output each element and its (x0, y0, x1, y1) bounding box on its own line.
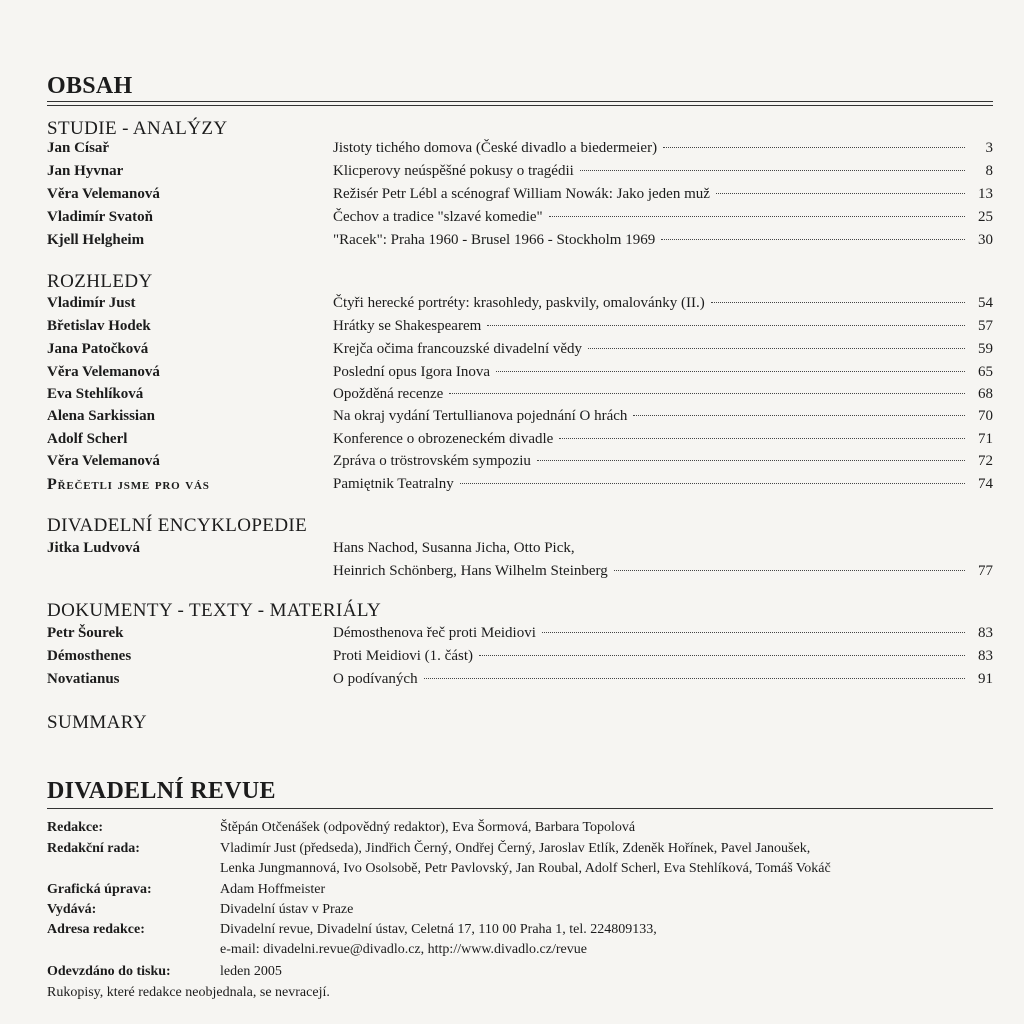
toc-entry (47, 341, 993, 363)
leader-dots (559, 438, 965, 439)
entry-author: Jan Hyvnar (47, 163, 124, 179)
entry-title: Na okraj vydání Tertullianova pojednání O hrách (333, 408, 628, 424)
entry-title: Režisér Petr Lébl a scénograf William Nowák: Jako jeden muž (333, 186, 710, 202)
leader-dots (424, 678, 965, 679)
toc-entry (47, 540, 993, 562)
entry-title: Jistoty tichého domova (České divadlo a biedermeier) (333, 140, 658, 156)
entry-page: 3 (985, 140, 993, 156)
entry-title: Démosthenova řeč proti Meidiovi (333, 625, 536, 641)
entry-author: Přečetli jsme pro vás (47, 476, 210, 493)
section-heading-dokumenty: DOKUMENTY - TEXTY - MATERIÁLY (47, 600, 382, 621)
entry-author: Kjell Helgheim (47, 232, 145, 248)
entry-page: 8 (985, 163, 993, 179)
entry-page: 25 (978, 209, 993, 225)
masthead-label: Grafická úprava: (47, 882, 152, 897)
leader-dots (487, 325, 965, 326)
toc-entry (47, 318, 993, 340)
entry-page: 54 (978, 295, 993, 311)
toc-entry (47, 140, 993, 162)
masthead-value: e-mail: divadelni.revue@divadlo.cz, http://www.divadlo.cz/revue (220, 942, 587, 957)
masthead-value: Štěpán Otčenášek (odpovědný redaktor), Eva Šormová, Barbara Topolová (220, 820, 636, 835)
section-heading-encyklopedie: DIVADELNÍ ENCYKLOPEDIE (47, 515, 308, 536)
masthead-value: leden 2005 (220, 964, 282, 979)
masthead-label: Odevzdáno do tisku: (47, 964, 171, 979)
leader-dots (449, 393, 965, 394)
leader-dots (661, 239, 965, 240)
entry-title-line1: Hans Nachod, Susanna Jicha, Otto Pick, (333, 540, 575, 556)
leader-dots (460, 483, 965, 484)
entry-page: 71 (978, 431, 993, 447)
entry-title: Konference o obrozeneckém divadle (333, 431, 554, 447)
summary-label: SUMMARY (47, 712, 147, 733)
masthead-rule (47, 808, 993, 809)
leader-dots (496, 371, 965, 372)
leader-dots (580, 170, 965, 171)
entry-title: Čechov a tradice "slzavé komedie" (333, 209, 543, 225)
masthead-label: Redakční rada: (47, 841, 140, 856)
leader-dots (542, 632, 965, 633)
toc-entry (47, 453, 993, 475)
leader-dots (549, 216, 965, 217)
title-rule (47, 101, 993, 106)
entry-author: Jana Patočková (47, 341, 149, 357)
leader-dots (663, 147, 965, 148)
entry-page: 83 (978, 625, 993, 641)
toc-entry-continuation (47, 563, 993, 585)
toc-entry (47, 476, 993, 498)
toc-entry (47, 648, 993, 670)
masthead-title: DIVADELNÍ REVUE (47, 778, 276, 804)
entry-page: 59 (978, 341, 993, 357)
leader-dots (537, 460, 965, 461)
entry-author: Démosthenes (47, 648, 132, 664)
entry-author: Vladimír Svatoň (47, 209, 153, 225)
section-heading-rozhledy: ROZHLEDY (47, 271, 153, 292)
toc-entry (47, 625, 993, 647)
entry-title: Krejča očima francouzské divadelní vědy (333, 341, 583, 357)
masthead-label: Adresa redakce: (47, 922, 145, 937)
entry-title: Zpráva o tröstrovském sympoziu (333, 453, 531, 469)
toc-entry (47, 408, 993, 430)
entry-author: Petr Šourek (47, 625, 124, 641)
entry-author: Novatianus (47, 671, 120, 687)
masthead-label: Redakce: (47, 820, 103, 835)
masthead-value: Adam Hoffmeister (220, 882, 326, 897)
entry-page: 30 (978, 232, 993, 248)
masthead-label: Vydává: (47, 902, 97, 917)
entry-author: Věra Velemanová (47, 364, 160, 380)
toc-entry (47, 431, 993, 453)
entry-author: Věra Velemanová (47, 453, 160, 469)
toc-entry (47, 386, 993, 408)
entry-page: 72 (978, 453, 993, 469)
toc-entry (47, 671, 993, 693)
entry-title: "Racek": Praha 1960 - Brusel 1966 - Stockholm 1969 (333, 232, 656, 248)
entry-title: Pamiętnik Teatralny (333, 476, 454, 492)
leader-dots (633, 415, 965, 416)
entry-author: Alena Sarkissian (47, 408, 155, 424)
toc-entry (47, 295, 993, 317)
entry-page: 83 (978, 648, 993, 664)
entry-title: Heinrich Schönberg, Hans Wilhelm Steinberg (333, 563, 608, 579)
entry-page: 13 (978, 186, 993, 202)
entry-title: Hrátky se Shakespearem (333, 318, 482, 334)
entry-title: Proti Meidiovi (1. část) (333, 648, 473, 664)
toc-entry (47, 209, 993, 231)
entry-page: 74 (978, 476, 993, 492)
entry-page: 65 (978, 364, 993, 380)
entry-author: Jan Císař (47, 140, 110, 156)
entry-title: Čtyři herecké portréty: krasohledy, paskvily, omalovánky (II.) (333, 295, 705, 311)
entry-title: Klicperovy neúspěšné pokusy o tragédii (333, 163, 574, 179)
leader-dots (716, 193, 965, 194)
leader-dots (588, 348, 965, 349)
entry-author: Eva Stehlíková (47, 386, 144, 402)
toc-entry (47, 186, 993, 208)
entry-page: 57 (978, 318, 993, 334)
leader-dots (614, 570, 965, 571)
entry-page: 77 (978, 563, 993, 579)
masthead-value: Vladimír Just (předseda), Jindřich Černý, Ondřej Černý, Jaroslav Etlík, Zdeněk Hořínek, Pavel Janoušek, (220, 841, 811, 856)
toc-entry (47, 364, 993, 386)
masthead-value: Divadelní ústav v Praze (220, 902, 354, 917)
toc-entry (47, 163, 993, 185)
section-heading-studie: STUDIE - ANALÝZY (47, 118, 228, 139)
entry-title: Opožděná recenze (333, 386, 444, 402)
entry-author: Břetislav Hodek (47, 318, 151, 334)
contents-title: OBSAH (47, 73, 133, 99)
toc-entry (47, 232, 993, 254)
entry-page: 68 (978, 386, 993, 402)
manuscripts-note: Rukopisy, které redakce neobjednala, se nevracejí. (47, 985, 330, 1000)
masthead-value: Divadelní revue, Divadelní ústav, Celetná 17, 110 00 Praha 1, tel. 224809133, (220, 922, 657, 937)
entry-page: 70 (978, 408, 993, 424)
leader-dots (711, 302, 965, 303)
entry-title: O podívaných (333, 671, 418, 687)
entry-author: Vladimír Just (47, 295, 136, 311)
entry-title: Poslední opus Igora Inova (333, 364, 491, 380)
masthead-value: Lenka Jungmannová, Ivo Osolsobě, Petr Pavlovský, Jan Roubal, Adolf Scherl, Eva Stehlíková, Tomáš Vokáč (220, 861, 831, 876)
leader-dots (479, 655, 965, 656)
entry-author: Jitka Ludvová (47, 540, 140, 556)
entry-author: Adolf Scherl (47, 431, 128, 447)
entry-author: Věra Velemanová (47, 186, 160, 202)
entry-page: 91 (978, 671, 993, 687)
